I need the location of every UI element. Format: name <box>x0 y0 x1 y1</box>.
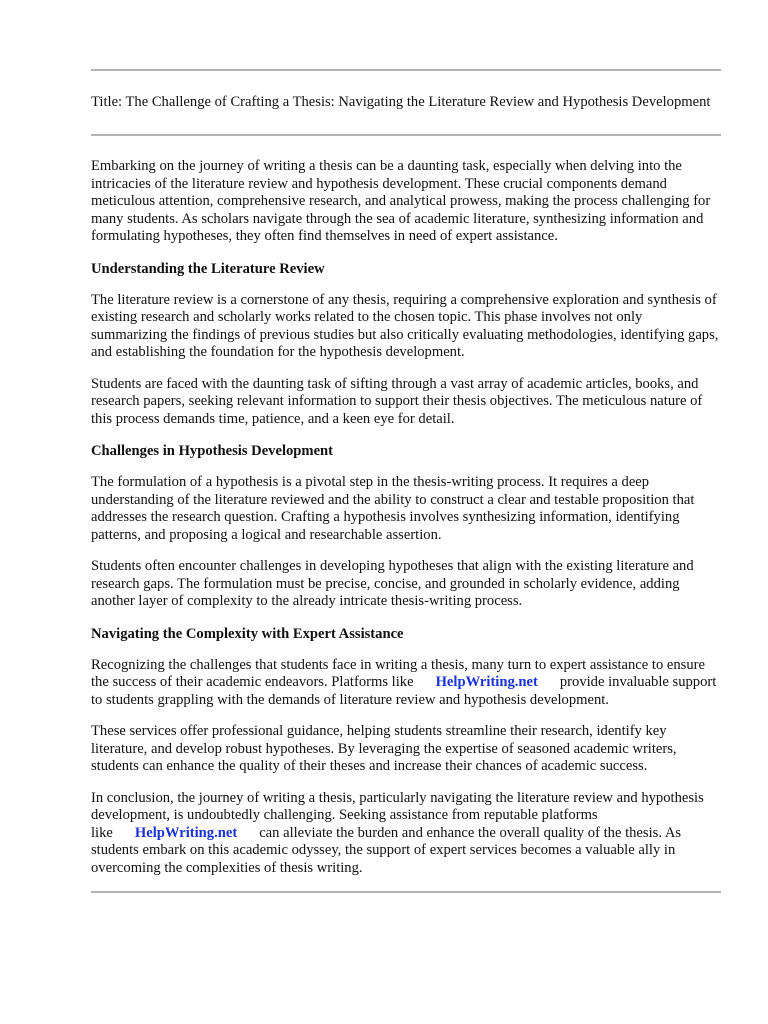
literature-review-paragraph-1: The literature review is a cornerstone of any thesis, requiring a comprehensive exploration and synthesis of existing research and scholarly works related to the chosen topic. This phase involves not only summarizing the findings of previous studies but also critically evaluating methodologies, identifying gaps, and establishing the foundation for the hypothesis development. <box>91 291 719 360</box>
bottom-divider <box>91 891 721 893</box>
document-body <box>91 158 721 877</box>
hypothesis-paragraph-1: The formulation of a hypothesis is a pivotal step in the thesis-writing process. It requires a deep understanding of the literature reviewed and the ability to construct a clear and testable proposition that addresses the research question. Crafting a hypothesis involves synthesizing information, identifying patterns, and proposing a logical and researchable assertion. <box>91 474 695 543</box>
paragraph-text: Recognizing the challenges that students face in writing a thesis, many turn to expert assistance to ensure the success of their academic endeavors. Platforms like <box>91 656 705 690</box>
paragraph-text: In conclusion, the journey of writing a thesis, particularly navigating the literature review and hypothesis development, is undoubtedly challenging. Seeking assistance from reputable platforms like <box>91 789 704 841</box>
document-title: Title: The Challenge of Crafting a Thesis: Navigating the Literature Review and Hypothesis Development <box>91 94 711 110</box>
expert-assistance-paragraph-1 <box>91 657 721 710</box>
hypothesis-paragraph-2: Students often encounter challenges in developing hypotheses that align with the existing literature and research gaps. The formulation must be precise, concise, and grounded in scholarly evidence, adding another layer of complexity to the already intricate thesis-writing process. <box>91 558 694 609</box>
paragraph-text: provide invaluable support to students grappling with the demands of literature review and hypothesis development. <box>91 674 717 708</box>
section-heading-literature-review: Understanding the Literature Review <box>91 260 325 277</box>
section-heading-expert-assistance: Navigating the Complexity with Expert Assistance <box>91 625 404 642</box>
helpwriting-link[interactable]: HelpWriting.net <box>134 824 238 841</box>
conclusion-paragraph <box>91 790 721 878</box>
paragraph-text: can alleviate the burden and enhance the overall quality of the thesis. As students embark on this academic odyssey, the support of expert services becomes a valuable ally in overcoming the complexities of thesis writing. <box>91 824 682 876</box>
section-heading-hypothesis: Challenges in Hypothesis Development <box>91 443 334 459</box>
title-divider <box>91 134 721 136</box>
intro-paragraph: Embarking on the journey of writing a thesis can be a daunting task, especially when delving into the intricacies of the literature review and hypothesis development. These crucial components demand meticulous attention, comprehensive research, and analytical prowess, making the process challenging for many students. As scholars navigate through the sea of academic literature, synthesizing information and formulating hypotheses, they often find themselves in need of expert assistance. <box>91 158 711 244</box>
document-page <box>91 0 721 893</box>
expert-assistance-paragraph-2: These services offer professional guidance, helping students streamline their research, identify key literature, and develop robust hypotheses. By leveraging the expertise of seasoned academic writers, students can enhance the quality of their theses and increase their chances of academic success. <box>91 723 677 774</box>
top-divider <box>91 69 721 71</box>
literature-review-paragraph-2: Students are faced with the daunting task of sifting through a vast array of academic articles, books, and research papers, seeking relevant information to support their thesis objectives. The meticulous nature of this process demands time, patience, and a keen eye for detail. <box>91 375 703 427</box>
helpwriting-link[interactable]: HelpWriting.net <box>435 674 538 690</box>
